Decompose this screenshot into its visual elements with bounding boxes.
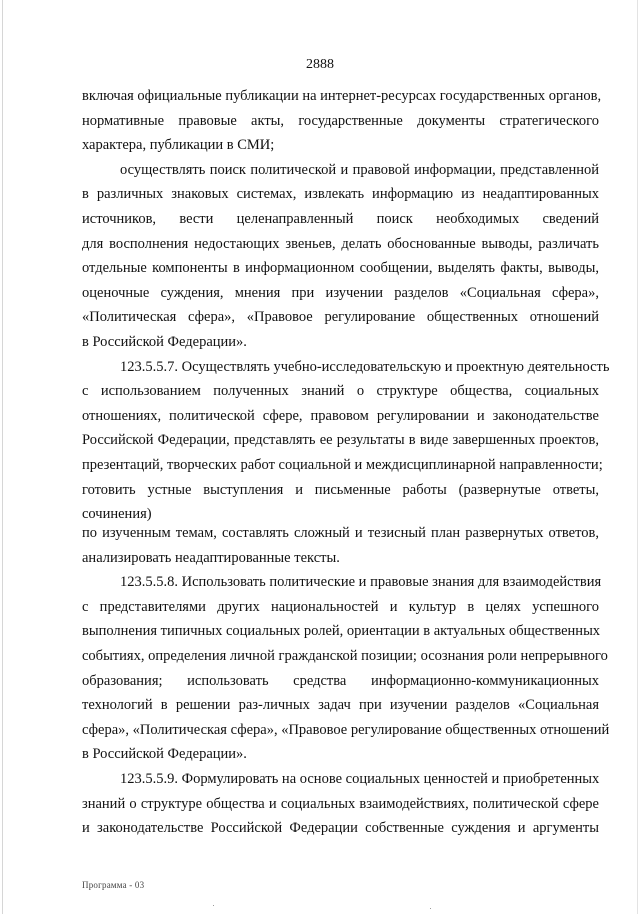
text-line: выполнения типичных социальных ролей, ориентации в актуальных общественных: [82, 623, 601, 640]
text-line: 123.5.5.9. Формулировать на основе социальных ценностей и приобретенных: [120, 771, 600, 788]
text-line: осуществлять поиск политической и правовой информации, представленной: [120, 161, 599, 178]
text-line: отдельные компоненты в информационном сообщении, выделять факты, выводы,: [82, 260, 599, 277]
text-line: сочинения): [82, 506, 152, 523]
text-line: отношениях, политической сфере, правовом регулировании и законодательстве: [82, 407, 599, 424]
text-line: характера, публикации в СМИ;: [82, 137, 275, 154]
text-line: анализировать неадаптированные тексты.: [82, 549, 340, 566]
text-line: нормативные правовые акты, государственные документы стратегического: [82, 112, 599, 129]
text-line: для восполнения недостающих звеньев, делать обоснованные выводы, различать: [82, 235, 599, 252]
text-line: в Российской Федерации».: [82, 746, 247, 763]
footer-label: Программа - 03: [82, 880, 145, 890]
text-line: и законодательстве Российской Федерации собственные суждения и аргументы: [82, 820, 599, 837]
text-line: оценочные суждения, мнения при изучении разделов «Социальная сфера»,: [82, 284, 599, 301]
text-line: в Российской Федерации».: [82, 333, 247, 350]
text-line: с представителями других национальностей и культур в целях успешного: [82, 598, 599, 615]
body-text: [82, 84, 610, 841]
text-line: событиях, определения личной гражданской позиции; осознания роли непрерывного: [82, 648, 608, 665]
text-line: готовить устные выступления и письменные работы (развернутые ответы,: [82, 481, 599, 498]
text-line: по изученным темам, составлять сложный и тезисный план развернутых ответов,: [82, 525, 599, 542]
text-line: знаний о структуре общества и социальных взаимодействиях, политической сфере: [82, 795, 599, 812]
text-line: технологий в решении раз-личных задач при изучении разделов «Социальная: [82, 697, 599, 714]
text-line: с использованием полученных знаний о структуре общества, социальных: [82, 383, 599, 400]
text-line: образования; использовать средства информационно-коммуникационных: [82, 672, 599, 689]
scan-speck: [213, 905, 214, 906]
text-line: сфера», «Политическая сфера», «Правовое регулирование общественных отношений: [82, 721, 610, 738]
text-line: Российской Федерации, представлять ее результаты в виде завершенных проектов,: [82, 432, 599, 449]
text-line: 123.5.5.8. Использовать политические и правовые знания для взаимодействия: [120, 574, 602, 591]
text-line: в различных знаковых системах, извлекать информацию из неадаптированных: [82, 186, 599, 203]
text-line: включая официальные публикации на интернет-ресурсах государственных органов,: [82, 88, 602, 104]
scan-right-edge: [637, 0, 638, 914]
text-line: 123.5.5.7. Осуществлять учебно-исследовательскую и проектную деятельность: [120, 358, 610, 375]
page-number: 2888: [306, 57, 334, 72]
text-line: «Политическая сфера», «Правовое регулирование общественных отношений: [82, 309, 599, 326]
scan-speck: [430, 908, 431, 909]
text-line: источников, вести целенаправленный поиск необходимых сведений: [82, 210, 599, 227]
text-line: презентаций, творческих работ социальной и междисциплинарной направленности;: [82, 456, 603, 473]
scan-left-edge: [2, 0, 3, 914]
